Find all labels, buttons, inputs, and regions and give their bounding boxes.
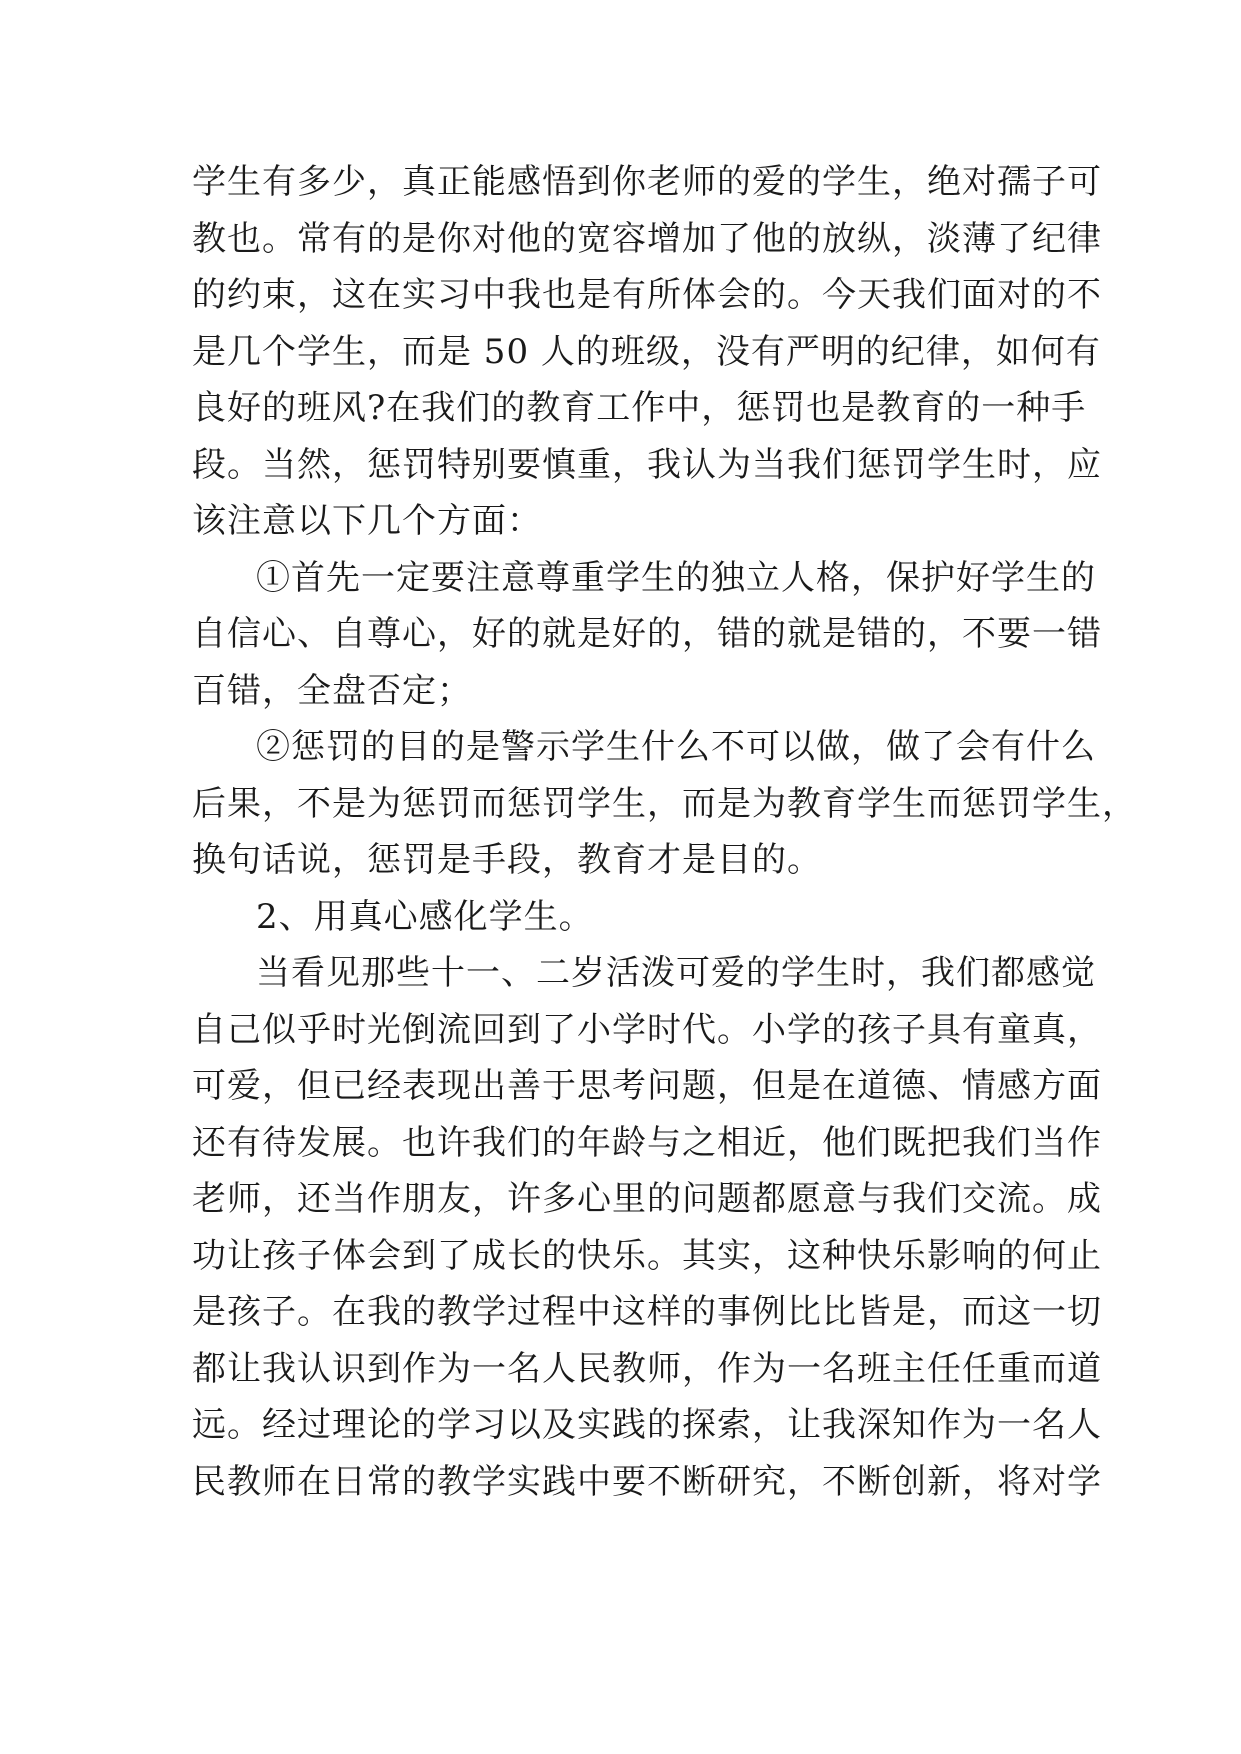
text-line: 民教师在日常的教学实践中要不断研究，不断创新，将对学	[192, 1461, 1102, 1502]
text-line: 该注意以下几个方面：	[192, 501, 542, 541]
text-line: ①首先一定要注意尊重学生的独立人格，保护好学生的	[256, 557, 1096, 598]
text-line: 换句话说，惩罚是手段，教育才是目的。	[192, 840, 822, 880]
text-line: 可爱，但已经表现出善于思考问题，但是在道德、情感方面	[192, 1066, 1102, 1106]
text-line: ②惩罚的目的是警示学生什么不可以做，做了会有什么	[256, 727, 1096, 767]
text-line: 教也。常有的是你对他的宽容增加了他的放纵，淡薄了纪律	[192, 218, 1102, 259]
text-line: 的约束，这在实习中我也是有所体会的。今天我们面对的不	[192, 275, 1102, 315]
section-heading: 2、用真心感化学生。	[256, 896, 594, 937]
text-line: 是几个学生，而是 50 人的班级，没有严明的纪律，如何有	[192, 331, 1101, 372]
text-line: 自己似乎时光倒流回到了小学时代。小学的孩子具有童真，	[192, 1009, 1102, 1050]
text-line: 当看见那些十一、二岁活泼可爱的学生时，我们都感觉	[256, 953, 1096, 993]
text-line: 百错，全盘否定；	[192, 670, 472, 711]
text-line: 良好的班风?在我们的教育工作中，惩罚也是教育的一种手	[192, 388, 1087, 428]
text-line: 功让孩子体会到了成长的快乐。其实，这种快乐影响的何止	[192, 1235, 1102, 1276]
text-line: 老师，还当作朋友，许多心里的问题都愿意与我们交流。成	[192, 1179, 1102, 1219]
text-line: 段。当然，惩罚特别要慎重，我认为当我们惩罚学生时，应	[192, 444, 1102, 485]
text-line: 是孩子。在我的教学过程中这样的事例比比皆是，而这一切	[192, 1292, 1102, 1332]
text-line: 还有待发展。也许我们的年龄与之相近，他们既把我们当作	[192, 1122, 1102, 1163]
text-line: 都让我认识到作为一名人民教师，作为一名班主任任重而道	[192, 1348, 1102, 1389]
text-line: 自信心、自尊心，好的就是好的，错的就是错的，不要一错	[192, 614, 1102, 654]
text-line: 后果，不是为惩罚而惩罚学生，而是为教育学生而惩罚学生，	[192, 783, 1137, 824]
text-line: 远。经过理论的学习以及实践的探索，让我深知作为一名人	[192, 1405, 1102, 1445]
text-line: 学生有多少，真正能感悟到你老师的爱的学生，绝对孺子可	[192, 162, 1102, 202]
body-text	[192, 154, 1137, 1510]
